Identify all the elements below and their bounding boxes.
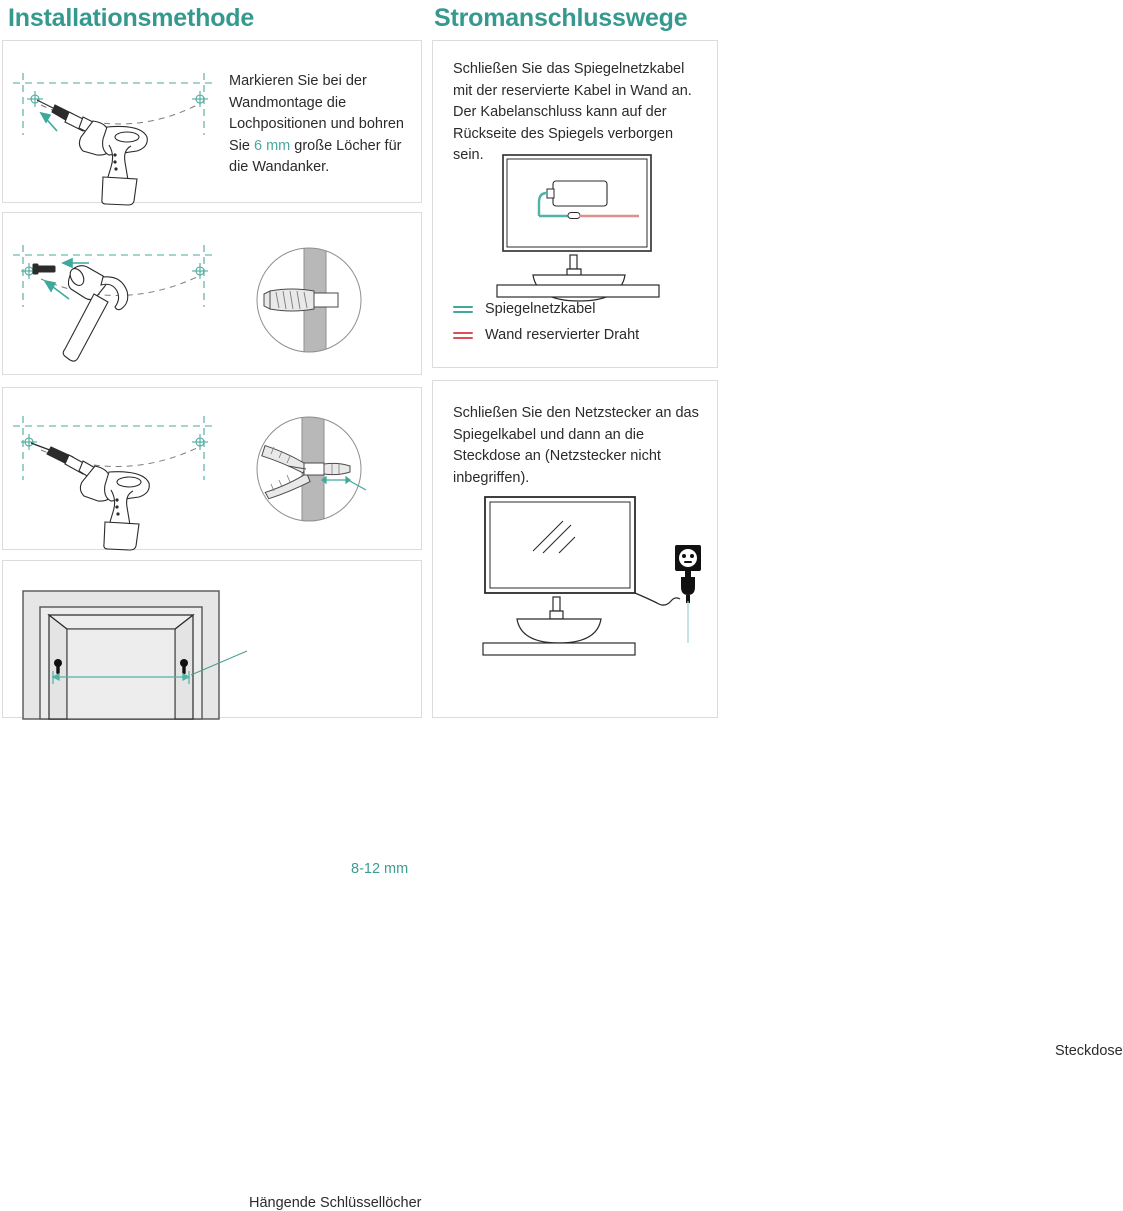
wall-anchor-cross-section-detail: [248, 239, 370, 361]
instruction-accent-6mm: 6 mm: [254, 137, 291, 154]
panel-plug-socket: [432, 380, 1123, 1059]
panel-drill-screw: [2, 387, 422, 877]
detail-label-keyholes: Hängende Schlüssellöcher: [249, 1195, 422, 1211]
mirror-plugged-into-socket-illustration: [455, 493, 705, 683]
cordless-drill-marking-holes-illustration: [11, 55, 226, 190]
right-column: [432, 0, 718, 34]
left-column: [2, 0, 422, 34]
panel-cable-connection-instruction: Schließen Sie das Spiegelnetzkabel mit der reservierte Kabel in Wand an. Der Kabelanschluss kann auf der Rückseite des Spiegels verborgen sein.: [453, 61, 692, 163]
panel-plug-socket-instruction: Schließen Sie den Netzstecker an das Spiegelkabel und dann an die Steckdose an (Netzstecker nicht inbegriffen).: [453, 405, 699, 486]
legend-row-wall-wire: [453, 327, 639, 344]
instruction-text-part-1: Markieren Sie bei der Wandmontage die Lochpositionen und bohren Sie: [229, 73, 404, 154]
anchor-expanded-behind-wall-detail: [248, 408, 378, 538]
right-column-title: Stromanschlusswege: [434, 4, 688, 32]
detail-label-socket: Steckdose: [1055, 1043, 1123, 1059]
legend-label-mirror-cable: Spiegelnetzkabel: [485, 301, 596, 317]
panel-drill-mark-instruction: [229, 71, 411, 179]
mirror-cable-swatch-icon: [453, 305, 473, 314]
left-column-title: Installationsmethode: [8, 4, 255, 32]
mirror-back-cables-over-basin-illustration: [467, 151, 687, 301]
legend-label-wall-wire: Wand reservierter Draht: [485, 327, 640, 343]
hammer-driving-wall-anchor-illustration: [11, 227, 226, 362]
mirror-frame-keyholes-illustration: [15, 587, 235, 719]
cable-legend: [453, 301, 639, 353]
panel-cable-connection: [432, 40, 718, 368]
cordless-drill-driving-screw-illustration: [11, 402, 226, 537]
instruction-text-part-2: große Löcher für die Wandanker.: [229, 137, 402, 175]
panel-hammer-anchor: [2, 212, 422, 375]
wall-wire-swatch-icon: [453, 331, 473, 340]
panel-drill-mark: [2, 40, 422, 203]
legend-row-mirror-cable: [453, 301, 639, 318]
detail-label-8-12mm: 8-12 mm: [351, 861, 409, 877]
